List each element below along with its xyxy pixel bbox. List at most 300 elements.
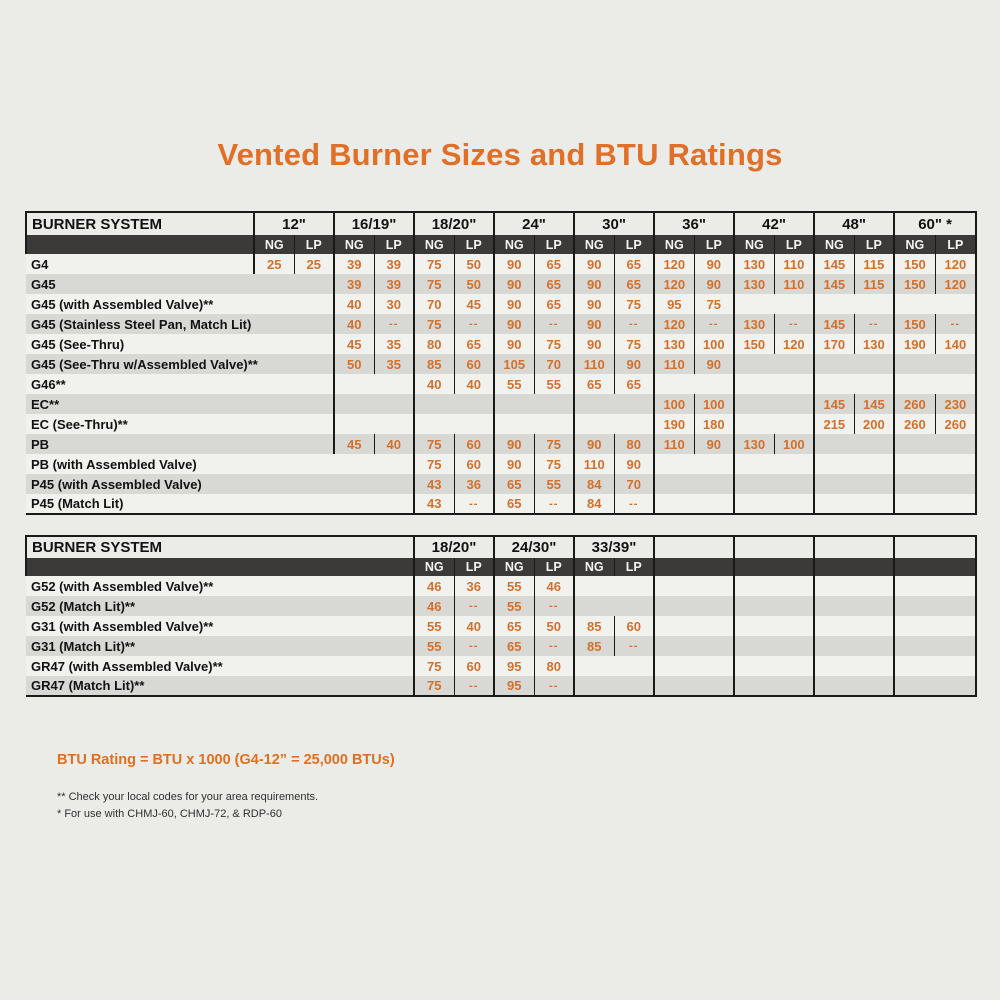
band-label-cell [26, 558, 414, 576]
btu-value-lp: 90 [694, 254, 734, 274]
btu-value-lp: -- [534, 314, 574, 334]
ng-header: NG [334, 235, 374, 254]
size-header: 18/20" [414, 212, 494, 235]
empty-cell [654, 374, 734, 394]
lp-header: LP [454, 558, 494, 576]
burner-row [26, 494, 976, 514]
btu-value-ng: 110 [654, 354, 694, 374]
btu-value-lp: 230 [935, 394, 976, 414]
lp-header: LP [534, 235, 574, 254]
empty-cell [894, 576, 976, 596]
lp-header: LP [374, 235, 414, 254]
burner-row-label: G46** [26, 374, 334, 394]
btu-value-lp: 70 [614, 474, 654, 494]
empty-cell [894, 656, 976, 676]
btu-value-lp: 80 [534, 656, 574, 676]
btu-value-ng: 90 [574, 274, 614, 294]
burner-row [26, 374, 976, 394]
btu-value-lp: 39 [374, 254, 414, 274]
btu-value-ng: 84 [574, 494, 614, 514]
empty-cell [654, 454, 734, 474]
empty-cell [734, 636, 814, 656]
btu-value-ng: 40 [414, 374, 454, 394]
btu-value-ng: 130 [734, 314, 774, 334]
btu-value-lp: 75 [614, 294, 654, 314]
burner-row-label: G45 (Stainless Steel Pan, Match Lit) [26, 314, 334, 334]
btu-value-lp: 90 [694, 434, 734, 454]
burner-system-header: BURNER SYSTEM [26, 212, 254, 235]
empty-cell [654, 676, 734, 696]
burner-row-label: G52 (Match Lit)** [26, 596, 414, 616]
btu-value-lp: 180 [694, 414, 734, 434]
btu-value-ng: 90 [574, 294, 614, 314]
size-header-empty [814, 536, 894, 558]
btu-value-ng: 130 [654, 334, 694, 354]
btu-value-ng: 45 [334, 334, 374, 354]
ng-header: NG [734, 235, 774, 254]
empty-cell [734, 596, 814, 616]
burner-row [26, 294, 976, 314]
burner-system-header: BURNER SYSTEM [26, 536, 414, 558]
btu-value-lp: 200 [854, 414, 894, 434]
btu-value-lp: 60 [454, 354, 494, 374]
burner-row-label: G45 [26, 274, 334, 294]
btu-value-ng: 75 [414, 274, 454, 294]
burner-row-label: PB [26, 434, 334, 454]
btu-value-lp: 36 [454, 474, 494, 494]
ng-header: NG [894, 235, 935, 254]
footer-btu-note: BTU Rating = BTU x 1000 (G4-12” = 25,000 BTUs) [57, 752, 395, 768]
btu-value-ng: 170 [814, 334, 854, 354]
btu-value-lp: 120 [774, 334, 814, 354]
btu-value-lp: -- [534, 494, 574, 514]
btu-value-ng: 100 [654, 394, 694, 414]
btu-value-lp: -- [614, 314, 654, 334]
btu-value-lp: -- [454, 636, 494, 656]
btu-value-ng: 105 [494, 354, 534, 374]
ng-header: NG [494, 558, 534, 576]
ng-header: NG [814, 235, 854, 254]
burner-row [26, 394, 976, 414]
empty-cell [814, 596, 894, 616]
btu-value-ng: 150 [894, 254, 935, 274]
btu-value-ng: 145 [814, 274, 854, 294]
btu-value-ng: 150 [734, 334, 774, 354]
btu-value-lp: 80 [614, 434, 654, 454]
btu-value-ng: 45 [334, 434, 374, 454]
btu-value-lp: -- [534, 596, 574, 616]
empty-cell [334, 414, 414, 434]
btu-value-lp: 65 [454, 334, 494, 354]
btu-value-lp: 90 [694, 354, 734, 374]
btu-value-ng: 260 [894, 414, 935, 434]
footnote-local-codes: ** Check your local codes for your area requirements. [57, 791, 319, 803]
size-header: 18/20" [414, 536, 494, 558]
btu-value-lp: -- [454, 676, 494, 696]
empty-cell [734, 414, 814, 434]
empty-cell [894, 454, 976, 474]
empty-cell [894, 294, 976, 314]
btu-value-ng: 43 [414, 474, 454, 494]
btu-value-ng: 55 [414, 636, 454, 656]
btu-value-lp: 120 [935, 274, 976, 294]
ng-lp-band-row [26, 558, 976, 576]
btu-value-ng: 90 [494, 434, 534, 454]
band-empty-cell [894, 558, 976, 576]
btu-value-ng: 55 [494, 374, 534, 394]
band-empty-cell [814, 558, 894, 576]
burner-row [26, 596, 976, 616]
btu-value-lp: 46 [534, 576, 574, 596]
btu-value-ng: 95 [494, 676, 534, 696]
band-empty-cell [654, 558, 734, 576]
burner-row-label: G45 (See-Thru) [26, 334, 334, 354]
btu-value-lp: 75 [534, 454, 574, 474]
size-header-empty [734, 536, 814, 558]
size-header: 33/39" [574, 536, 654, 558]
btu-value-lp: 75 [694, 294, 734, 314]
btu-value-ng: 65 [574, 374, 614, 394]
btu-value-lp: 115 [854, 274, 894, 294]
empty-cell [494, 394, 574, 414]
btu-value-lp: 65 [614, 274, 654, 294]
empty-cell [734, 454, 814, 474]
empty-cell [414, 414, 494, 434]
empty-cell [814, 374, 894, 394]
btu-value-ng: 110 [574, 354, 614, 374]
burner-row [26, 676, 976, 696]
burner-row [26, 314, 976, 334]
btu-value-lp: 100 [694, 394, 734, 414]
burner-row [26, 254, 976, 274]
empty-cell [814, 616, 894, 636]
btu-value-ng: 90 [574, 434, 614, 454]
btu-value-ng: 150 [894, 274, 935, 294]
btu-value-ng: 40 [334, 314, 374, 334]
btu-value-ng: 55 [494, 596, 534, 616]
btu-value-ng: 150 [894, 314, 935, 334]
btu-value-ng: 110 [574, 454, 614, 474]
empty-cell [734, 616, 814, 636]
empty-cell [814, 454, 894, 474]
btu-value-ng: 90 [574, 254, 614, 274]
size-header: 12" [254, 212, 334, 235]
btu-value-ng: 90 [494, 274, 534, 294]
ng-header: NG [414, 558, 454, 576]
empty-cell [894, 676, 976, 696]
btu-value-ng: 90 [494, 334, 534, 354]
empty-cell [734, 294, 814, 314]
btu-value-ng: 80 [414, 334, 454, 354]
btu-value-ng: 95 [654, 294, 694, 314]
burner-table-2 [25, 535, 977, 697]
btu-value-lp: 36 [454, 576, 494, 596]
lp-header: LP [774, 235, 814, 254]
empty-cell [814, 434, 894, 454]
ng-header: NG [254, 235, 294, 254]
empty-cell [894, 494, 976, 514]
btu-value-lp: 35 [374, 334, 414, 354]
btu-value-ng: 46 [414, 576, 454, 596]
empty-cell [574, 576, 654, 596]
btu-value-ng: 75 [414, 314, 454, 334]
size-header: 48" [814, 212, 894, 235]
btu-value-ng: 55 [494, 576, 534, 596]
btu-value-ng: 65 [494, 636, 534, 656]
empty-cell [894, 434, 976, 454]
burner-row [26, 274, 976, 294]
empty-cell [814, 294, 894, 314]
lp-header: LP [534, 558, 574, 576]
btu-value-lp: 55 [534, 374, 574, 394]
size-header: 24" [494, 212, 574, 235]
empty-cell [894, 354, 976, 374]
size-header-empty [654, 536, 734, 558]
empty-cell [734, 576, 814, 596]
btu-value-ng: 25 [254, 254, 294, 274]
btu-value-lp: 40 [374, 434, 414, 454]
btu-value-lp: 110 [774, 254, 814, 274]
btu-value-ng: 90 [494, 314, 534, 334]
empty-cell [814, 474, 894, 494]
btu-value-lp: 30 [374, 294, 414, 314]
empty-cell [654, 596, 734, 616]
burner-row-label: G31 (Match Lit)** [26, 636, 414, 656]
burner-row-label: G52 (with Assembled Valve)** [26, 576, 414, 596]
btu-value-ng: 85 [574, 636, 614, 656]
btu-value-ng: 75 [414, 454, 454, 474]
btu-value-ng: 110 [654, 434, 694, 454]
empty-cell [654, 474, 734, 494]
burner-row-label: G45 (See-Thru w/Assembled Valve)** [26, 354, 334, 374]
band-empty-cell [734, 558, 814, 576]
btu-value-lp: 90 [694, 274, 734, 294]
empty-cell [654, 616, 734, 636]
btu-value-lp: 60 [454, 656, 494, 676]
empty-cell [734, 374, 814, 394]
empty-cell [814, 636, 894, 656]
empty-cell [574, 656, 654, 676]
btu-value-lp: 145 [854, 394, 894, 414]
btu-value-ng: 145 [814, 314, 854, 334]
btu-value-ng: 65 [494, 494, 534, 514]
btu-value-ng: 75 [414, 434, 454, 454]
empty-cell [734, 676, 814, 696]
btu-value-ng: 120 [654, 314, 694, 334]
btu-value-lp: 120 [935, 254, 976, 274]
page-title: Vented Burner Sizes and BTU Ratings [217, 137, 783, 172]
empty-cell [574, 676, 654, 696]
empty-cell [814, 676, 894, 696]
burner-row-label: GR47 (with Assembled Valve)** [26, 656, 414, 676]
btu-value-lp: -- [374, 314, 414, 334]
btu-value-lp: 75 [534, 334, 574, 354]
burner-row [26, 636, 976, 656]
ng-header: NG [574, 235, 614, 254]
btu-value-lp: -- [614, 494, 654, 514]
btu-value-ng: 90 [494, 294, 534, 314]
empty-cell [414, 394, 494, 414]
empty-cell [334, 394, 414, 414]
btu-value-lp: 90 [614, 354, 654, 374]
btu-value-lp: 40 [454, 616, 494, 636]
ng-header: NG [494, 235, 534, 254]
btu-value-lp: 100 [694, 334, 734, 354]
burner-row-label: EC** [26, 394, 334, 414]
lp-header: LP [294, 235, 334, 254]
empty-cell [814, 576, 894, 596]
btu-value-lp: 90 [614, 454, 654, 474]
ng-header: NG [574, 558, 614, 576]
btu-value-lp: -- [534, 676, 574, 696]
empty-cell [574, 596, 654, 616]
empty-cell [494, 414, 574, 434]
band-label-cell [26, 235, 254, 254]
btu-value-ng: 39 [334, 254, 374, 274]
empty-cell [894, 596, 976, 616]
btu-value-lp: 260 [935, 414, 976, 434]
lp-header: LP [854, 235, 894, 254]
burner-row [26, 474, 976, 494]
btu-value-lp: 65 [614, 254, 654, 274]
btu-value-lp: 65 [614, 374, 654, 394]
btu-value-lp: -- [454, 494, 494, 514]
btu-value-ng: 65 [494, 616, 534, 636]
footnote-for-use-with: * For use with CHMJ-60, CHMJ-72, & RDP-60 [57, 808, 282, 820]
lp-header: LP [694, 235, 734, 254]
empty-cell [654, 576, 734, 596]
burner-row [26, 576, 976, 596]
btu-value-lp: 110 [774, 274, 814, 294]
size-header: 36" [654, 212, 734, 235]
lp-header: LP [454, 235, 494, 254]
empty-cell [814, 494, 894, 514]
burner-row [26, 334, 976, 354]
empty-cell [814, 656, 894, 676]
burner-row-label: PB (with Assembled Valve) [26, 454, 414, 474]
btu-value-ng: 130 [734, 254, 774, 274]
btu-value-lp: -- [935, 314, 976, 334]
btu-value-ng: 145 [814, 254, 854, 274]
btu-value-lp: 115 [854, 254, 894, 274]
burner-row [26, 354, 976, 374]
size-header: 30" [574, 212, 654, 235]
empty-cell [894, 374, 976, 394]
btu-value-ng: 39 [334, 274, 374, 294]
btu-value-ng: 75 [414, 254, 454, 274]
size-header: 16/19" [334, 212, 414, 235]
btu-value-lp: 65 [534, 274, 574, 294]
btu-value-lp: 130 [854, 334, 894, 354]
btu-value-ng: 95 [494, 656, 534, 676]
btu-value-ng: 90 [574, 334, 614, 354]
burner-row [26, 434, 976, 454]
btu-value-lp: 39 [374, 274, 414, 294]
size-header: 42" [734, 212, 814, 235]
ng-lp-band-row [26, 235, 976, 254]
btu-value-lp: -- [454, 314, 494, 334]
btu-value-lp: 60 [454, 434, 494, 454]
btu-value-lp: 50 [534, 616, 574, 636]
btu-value-ng: 120 [654, 254, 694, 274]
burner-row-label: G31 (with Assembled Valve)** [26, 616, 414, 636]
empty-cell [654, 494, 734, 514]
btu-value-ng: 50 [334, 354, 374, 374]
btu-value-ng: 65 [494, 474, 534, 494]
btu-value-lp: 45 [454, 294, 494, 314]
ng-header: NG [414, 235, 454, 254]
empty-cell [574, 394, 654, 414]
burner-row [26, 656, 976, 676]
btu-value-lp: 50 [454, 274, 494, 294]
btu-value-ng: 130 [734, 274, 774, 294]
btu-value-lp: 25 [294, 254, 334, 274]
btu-value-lp: -- [534, 636, 574, 656]
burner-row [26, 414, 976, 434]
btu-value-ng: 84 [574, 474, 614, 494]
size-header: 60" * [894, 212, 976, 235]
btu-value-ng: 260 [894, 394, 935, 414]
btu-value-lp: -- [694, 314, 734, 334]
burner-row-label: P45 (with Assembled Valve) [26, 474, 414, 494]
btu-value-lp: 60 [454, 454, 494, 474]
empty-cell [894, 474, 976, 494]
lp-header: LP [614, 235, 654, 254]
empty-cell [734, 474, 814, 494]
btu-value-ng: 190 [654, 414, 694, 434]
btu-value-ng: 130 [734, 434, 774, 454]
btu-value-lp: 35 [374, 354, 414, 374]
btu-value-lp: -- [454, 596, 494, 616]
burner-row-label: G4 [26, 254, 254, 274]
empty-cell [654, 656, 734, 676]
btu-value-ng: 46 [414, 596, 454, 616]
empty-cell [894, 636, 976, 656]
size-header-empty [894, 536, 976, 558]
btu-value-lp: -- [614, 636, 654, 656]
btu-value-lp: 75 [614, 334, 654, 354]
btu-value-ng: 85 [414, 354, 454, 374]
btu-value-ng: 85 [574, 616, 614, 636]
btu-value-lp: 140 [935, 334, 976, 354]
btu-value-ng: 55 [414, 616, 454, 636]
btu-value-lp: 100 [774, 434, 814, 454]
empty-cell [734, 494, 814, 514]
burner-row-label: P45 (Match Lit) [26, 494, 414, 514]
header-row [26, 536, 976, 558]
btu-value-ng: 75 [414, 656, 454, 676]
size-header: 24/30" [494, 536, 574, 558]
empty-cell [734, 394, 814, 414]
lp-header: LP [614, 558, 654, 576]
btu-value-lp: 65 [534, 294, 574, 314]
burner-row-label: EC (See-Thru)** [26, 414, 334, 434]
burner-row [26, 616, 976, 636]
btu-value-lp: 70 [534, 354, 574, 374]
burner-row-label: GR47 (Match Lit)** [26, 676, 414, 696]
btu-value-lp: 40 [454, 374, 494, 394]
btu-value-ng: 215 [814, 414, 854, 434]
btu-value-ng: 43 [414, 494, 454, 514]
empty-cell [814, 354, 894, 374]
btu-value-ng: 120 [654, 274, 694, 294]
btu-value-ng: 145 [814, 394, 854, 414]
empty-cell [734, 656, 814, 676]
btu-value-ng: 90 [494, 254, 534, 274]
btu-value-ng: 70 [414, 294, 454, 314]
btu-value-lp: 75 [534, 434, 574, 454]
btu-value-lp: 65 [534, 254, 574, 274]
